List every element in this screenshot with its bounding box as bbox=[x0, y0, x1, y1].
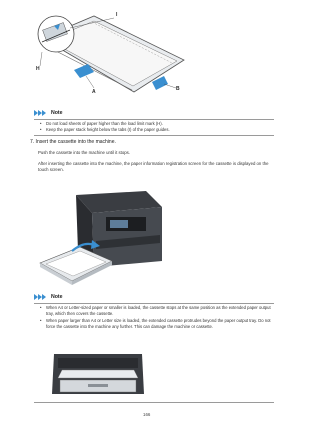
note1-bullets bbox=[40, 121, 272, 134]
note1-bullet: • Keep the paper stack height below the tabs (I) of the paper guides. bbox=[40, 127, 272, 133]
note2-bottom-rule bbox=[34, 402, 274, 403]
note1-bullet: • Do not load sheets of paper higher than the load limit mark (H). bbox=[40, 121, 272, 127]
printer-figure bbox=[36, 185, 166, 290]
note2-bullets bbox=[40, 305, 272, 330]
note1-top-rule bbox=[34, 119, 274, 120]
note2-bullet: • When A4 or Letter-sized paper or smaller is loaded, the cassette stops at the same position as the extended paper output tray, which then covers the cassette. bbox=[40, 305, 272, 318]
printer-front-figure bbox=[48, 348, 148, 398]
label-b: B bbox=[176, 86, 180, 92]
label-i: I bbox=[116, 12, 118, 18]
note-arrows-icon bbox=[34, 110, 48, 116]
note-arrows-icon bbox=[34, 294, 48, 300]
note2-top-rule bbox=[34, 303, 274, 304]
note2-bullet: • When paper larger than A4 or Letter size is loaded, the extended cassette protrudes beyond the paper output tray. Do not force the cassette into the machine any further. This can damage the machine or cassette. bbox=[40, 318, 272, 331]
note1-bottom-rule bbox=[34, 135, 274, 136]
step-7-paragraph-2: After inserting the cassette into the machine, the paper information registration screen for the cassette is displayed on the touch screen. bbox=[38, 161, 269, 173]
note2-title: Note bbox=[51, 294, 63, 300]
step-7-heading: 7. Insert the cassette into the machine. bbox=[30, 139, 116, 145]
note1-title: Note bbox=[51, 110, 63, 116]
step-7-paragraph-1: Push the cassette into the machine until it stops. bbox=[38, 150, 130, 155]
cassette-figure bbox=[34, 8, 194, 98]
note2-header bbox=[34, 294, 63, 300]
printer-front-illustration bbox=[48, 348, 148, 398]
printer-illustration bbox=[36, 185, 166, 290]
label-a: A bbox=[92, 89, 96, 95]
note1-header bbox=[34, 110, 63, 116]
cassette-illustration bbox=[34, 8, 194, 98]
page-number: 166 bbox=[143, 412, 151, 417]
label-h: H bbox=[36, 66, 40, 72]
